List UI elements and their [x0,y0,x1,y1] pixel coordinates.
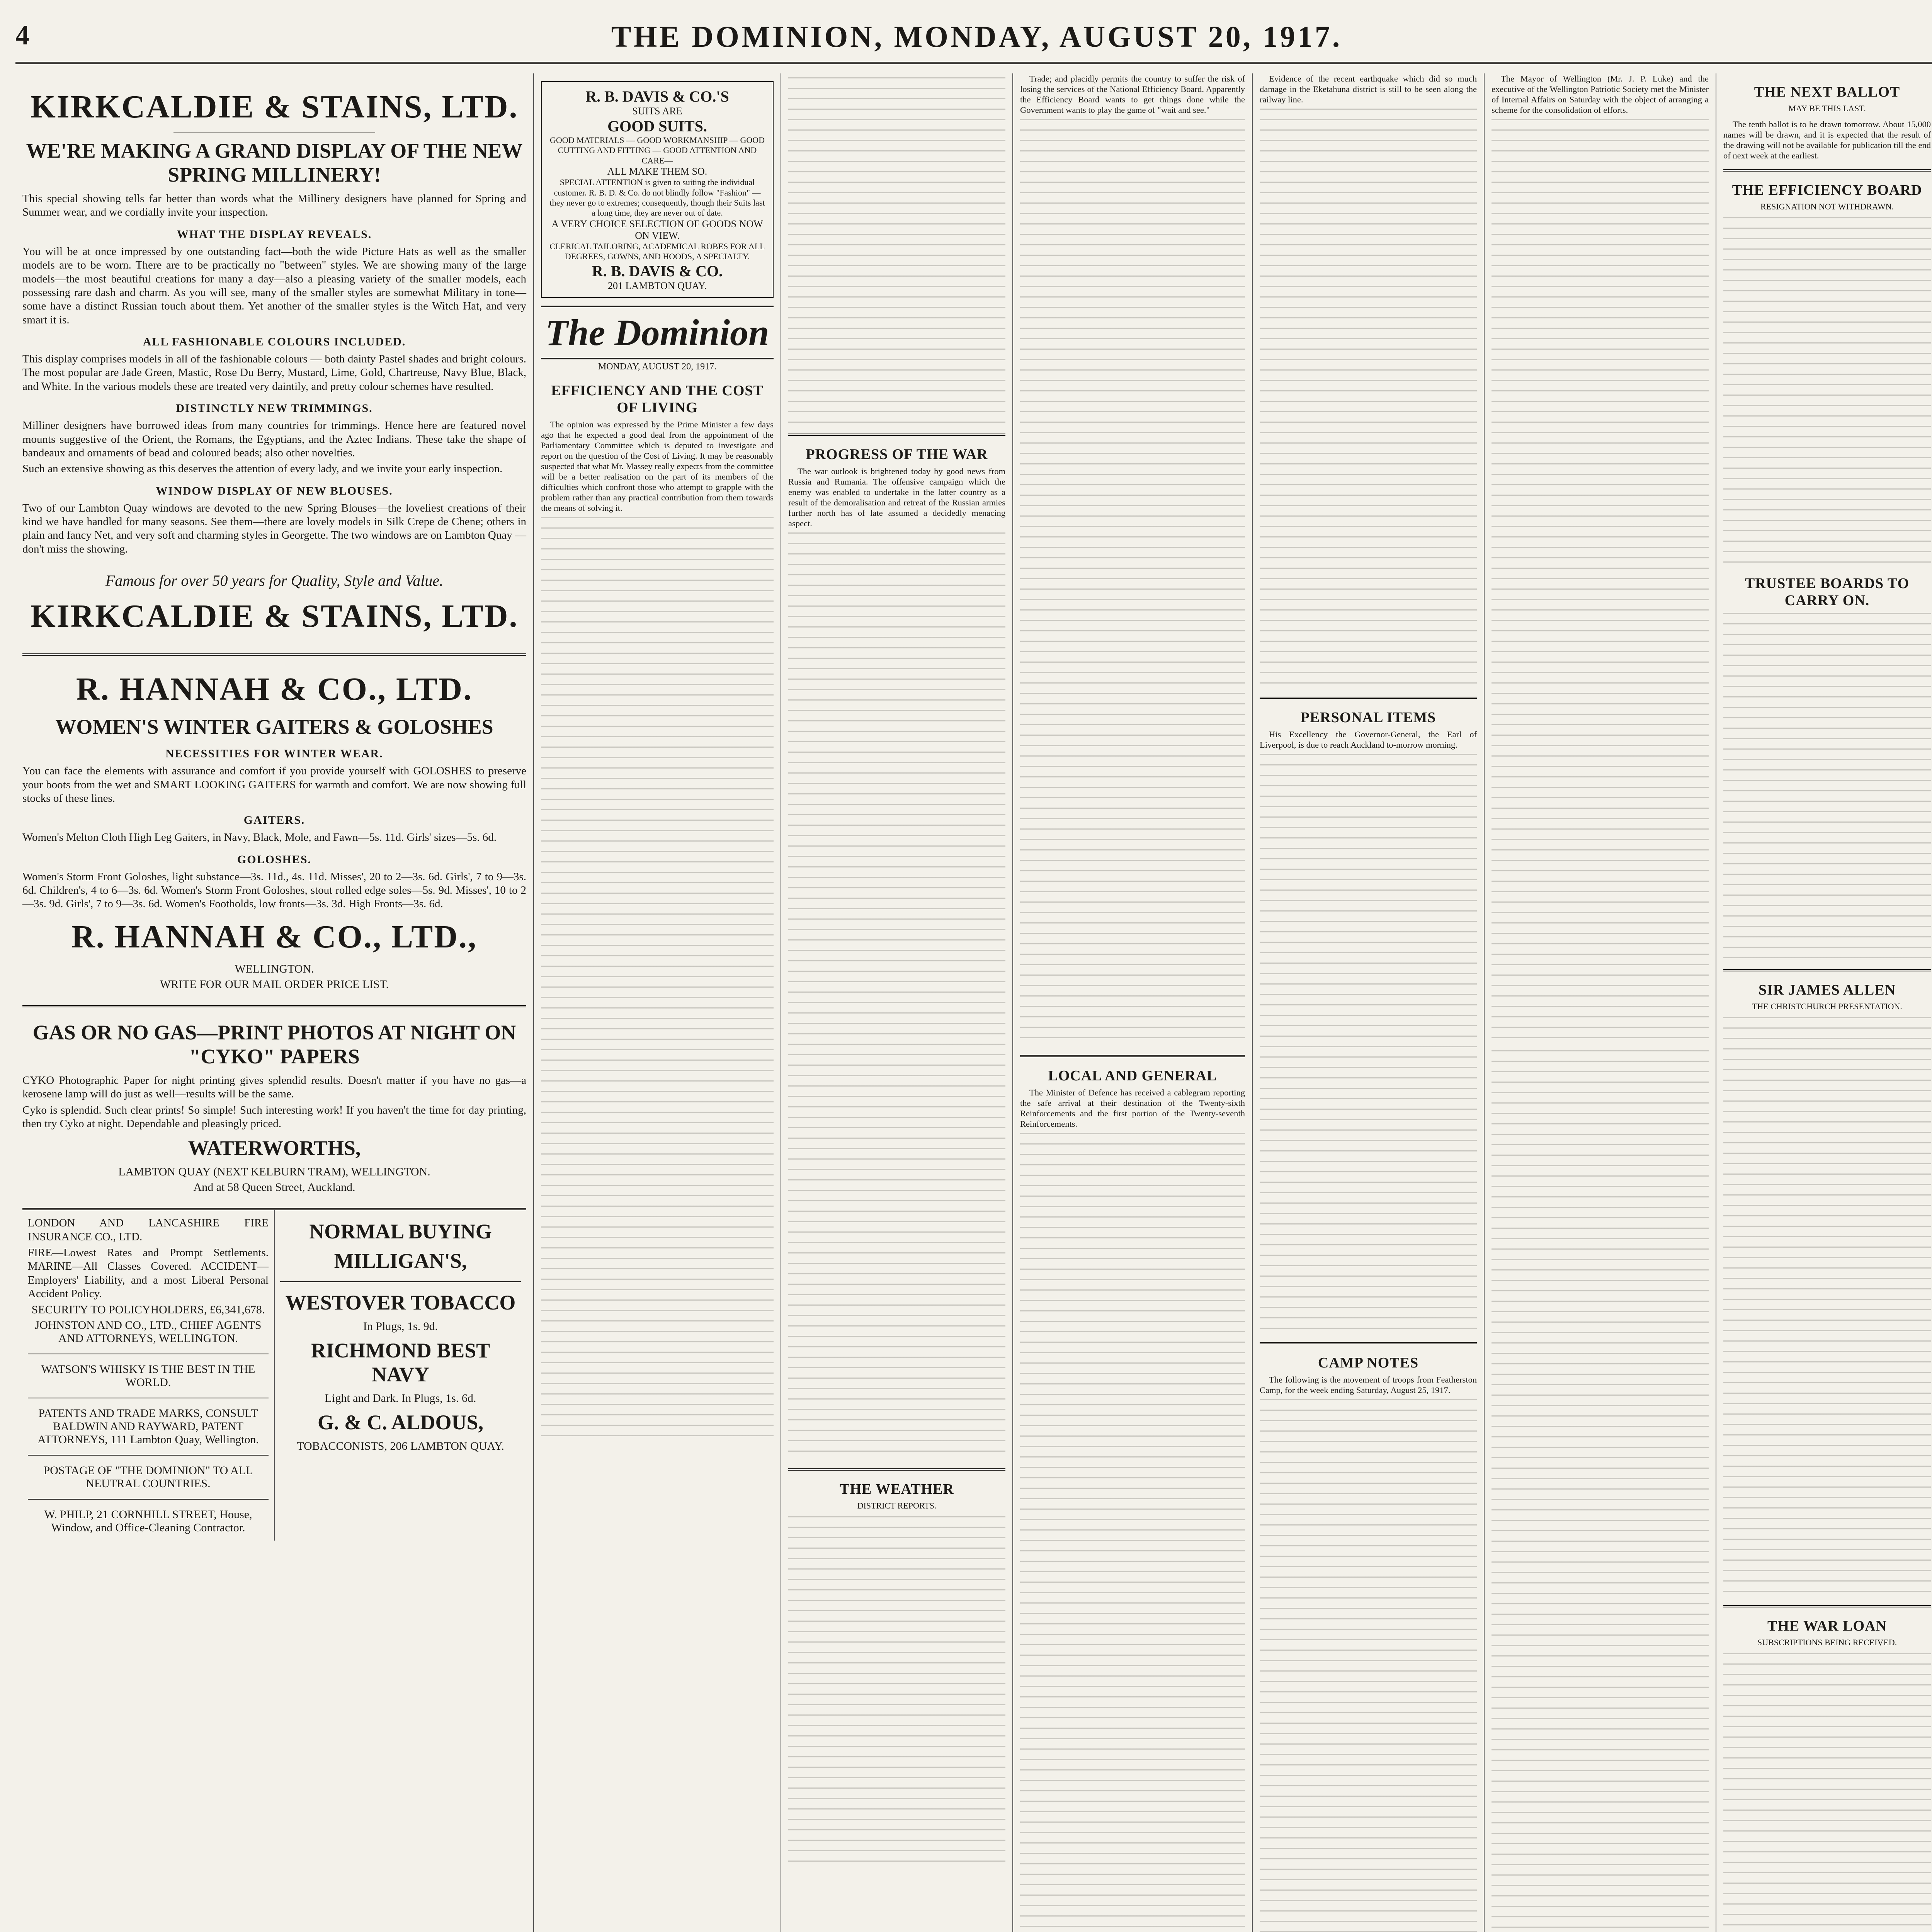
divider [28,1499,269,1500]
hannah-goloshes-head: GOLOSHES. [237,853,312,866]
kirkcaldie-paragraph-5: Two of our Lambton Quay windows are devoted to the new Spring Blouses—the loveliest creations of their kind we have handled for many seasons. See them—there are lovely models in Silk Crepe de Chene; others in plain and fancy Net, and very soft and charming styles in Georgette. The two windows are on Lambton Quay — don't miss the showing. [22,502,526,555]
divider [788,1468,1005,1471]
patents-ad: PATENTS AND TRADE MARKS, CONSULT BALDWIN AND RAYWARD, PATENT ATTORNEYS, 111 Lambton Quay, Wellington. [37,1406,259,1446]
article-body [1723,1017,1931,1597]
hannah-goloshes: Women's Storm Front Goloshes, light substance—3s. 11d., 4s. 11d. Misses', 20 to 2—3s. 6d. Girls', 7 to 9—3s. 6d. Children's, 4 to 6—3s. 6d. Women's Storm Front Goloshes, stout rolled edge soles—5s. 9d. Misses', 10 to 2—3s. 9d. Girls', 7 to 9—3s. 6d. Women's Footholds, low fronts—3s. 3d. High Fronts—3s. 6d. [22,870,526,910]
column-paragraph: Evidence of the recent earthquake which did so much damage in the Eketahuna district is still to be seen along the railway line. [1260,74,1477,104]
article-body [1020,119,1245,1046]
article-body [788,1516,1005,1864]
divider [280,1281,521,1282]
kirkcaldie-slogan: Famous for over 50 years for Quality, Style and Value. [105,572,444,590]
davis-choice: A VERY CHOICE SELECTION OF GOODS NOW ON VIEW. [551,218,763,241]
column-editorial [533,73,781,1932]
kirkcaldie-name-footer: KIRKCALDIE & STAINS, LTD. [30,598,519,634]
milligans-name: MILLIGAN'S, [334,1249,467,1273]
cyko-firm: WATERWORTHS, [188,1136,361,1160]
divider [1020,1055,1245,1057]
dominion-nameplate: The Dominion [541,306,774,359]
kirkcaldie-paragraph-4: Such an extensive showing as this deserves the attention of every lady, and we invite your early inspection. [22,463,503,475]
article-body [1723,613,1931,961]
article-body [1492,119,1709,1046]
cyko-ad [22,1007,526,1211]
cyko-text-2: Cyko is splendid. Such clear prints! So simple! Such interesting work! If you haven't the time for day printing, then try Cyko at night. Dependable and pleasingly priced. [22,1104,526,1130]
article-body [1020,1133,1245,1932]
kirkcaldie-paragraph-2: This display comprises models in all of the fashionable colours — both dainty Pastel shades and bright colours. The most popular are Jade Green, Mastic, Rose Du Berry, Mustard, Lime, Gold, Chartreuse, Navy Blue, Black, and White. In the various models these are treated very daintily, and pretty colour schemes have resulted. [22,353,526,393]
kirkcaldie-name: KIRKCALDIE & STAINS, LTD. [30,89,519,125]
richmond-name: RICHMOND BEST NAVY [311,1339,490,1386]
efficiency-headline: THE EFFICIENCY BOARD [1732,182,1922,198]
kirkcaldie-heading-1: WHAT THE DISPLAY REVEALS. [177,228,372,241]
weather-headline: THE WEATHER [840,1481,954,1497]
davis-sub: SUITS ARE [632,105,682,117]
aldous-name: G. & C. ALDOUS, [317,1411,484,1434]
column-personal [1252,73,1484,1932]
article-body [1260,754,1477,1333]
kirkcaldie-heading-4: WINDOW DISPLAY OF NEW BLOUSES. [156,484,393,497]
divider [1723,1605,1931,1607]
insurance-name: LONDON AND LANCASHIRE FIRE INSURANCE CO., LTD. [28,1217,269,1243]
ballot-sub: MAY BE THIS LAST. [1788,104,1866,113]
postage-notice: POSTAGE OF "THE DOMINION" TO ALL NEUTRAL COUNTRIES. [43,1464,253,1490]
war-headline: PROGRESS OF THE WAR [806,446,988,463]
local-paragraph: The Minister of Defence has received a cablegram reporting the safe arrival at their destination of the Twenty-sixth Reinforcements and the first portion of the Twenty-seventh Reinforcements. [1020,1088,1245,1129]
divider [1260,697,1477,699]
article-body [1260,1399,1477,1932]
loan-sub: SUBSCRIPTIONS BEING RECEIVED. [1757,1638,1897,1647]
davis-clerical: CLERICAL TAILORING, ACADEMICAL ROBES FOR ALL DEGREES, GOWNS, AND HOODS, A SPECIALTY. [549,241,765,262]
dominion-date: MONDAY, AUGUST 20, 1917. [598,361,717,372]
kirkcaldie-paragraph-1: You will be at once impressed by one outstanding fact—both the wide Picture Hats as well as the smaller models are to be worn. There are to be practically no "between" styles. We are showing many of the large models—the most beautiful creations for many a day—also a pleasing variety of the smaller models, each possessing rare dash and charm. As you will see, many of the smaller styles are somewhat Military in tone—some have a distinct Russian touch about them. Yet another of the smaller styles is the Witch Hat, and very smart it is. [22,245,526,326]
divider [788,434,1005,436]
kirkcaldie-ad [22,73,526,656]
cyko-headline: GAS OR NO GAS—PRINT PHOTOS AT NIGHT ON "CYKO" PAPERS [32,1020,516,1068]
ballot-headline: THE NEXT BALLOT [1754,84,1900,100]
richmond-price: Light and Dark. In Plugs, 1s. 6d. [325,1392,476,1405]
article-body [1723,217,1931,565]
westover-price: In Plugs, 1s. 9d. [363,1320,438,1333]
weather-sub: DISTRICT REPORTS. [857,1501,937,1510]
ballot-paragraph: The tenth ballot is to be drawn tomorrow. About 15,000 names will be drawn, and it is expected that the result of the drawing will not be available for publication till the end of next week at the earliest. [1723,119,1931,160]
cyko-also: And at 58 Queen Street, Auckland. [193,1181,355,1194]
insurance-text: FIRE—Lowest Rates and Prompt Settlements. MARINE—All Classes Covered. ACCIDENT—Employers' Liability, and a most Liberal Personal Accident Policy. [28,1247,269,1300]
hannah-sub: NECESSITIES FOR WINTER WEAR. [165,747,383,760]
divider [28,1455,269,1456]
hannah-name-footer: R. HANNAH & CO., LTD., [71,918,477,955]
hannah-gaiters: Women's Melton Cloth High Leg Gaiters, in Navy, Black, Mole, and Fawn—5s. 11d. Girls' sizes—5s. 6d. [22,831,497,844]
local-headline: LOCAL AND GENERAL [1048,1068,1217,1084]
leader-paragraph: The opinion was expressed by the Prime Minister a few days ago that he expected a good deal from the appointment of the Parliamentary Committee which is deputed to investigate and report on the question of the Cost of Living. It may be reasonably suspected that what Mr. Massey really expects from the committee will be a better realisation on the part of its members of the difficulties which confront those who attempt to grapple with the problem rather than any practical contribution from them towards the means of solving it. [541,419,774,513]
column-paragraph: The Mayor of Wellington (Mr. J. P. Luke) and the executive of the Wellington Patriotic Society met the Minister of Internal Affairs on Saturday with the object of arranging a scheme for the consolidation of efforts. [1492,74,1709,115]
cyko-text: CYKO Photographic Paper for night printing gives splendid results. Doesn't matter if you have no gas—a kerosene lamp will do just as well—results will be the same. [22,1074,526,1100]
hannah-ad [22,656,526,1007]
article-body [1492,1050,1709,1932]
westover-name: WESTOVER TOBACCO [285,1291,516,1315]
article-body [1260,109,1477,688]
masthead [15,15,1932,64]
personal-paragraph: His Excellency the Governor-General, the Earl of Liverpool, is due to reach Auckland to-morrow morning. [1260,730,1477,750]
hannah-headline: WOMEN'S WINTER GAITERS & GOLOSHES [55,715,493,739]
normal-buying-head: NORMAL BUYING [309,1220,492,1243]
hannah-gaiters-head: GAITERS. [243,814,305,827]
kirkcaldie-intro: This special showing tells far better than words what the Millinery designers have planned for Spring and Summer wear, and we cordially invite your inspection. [22,192,526,219]
divider [1723,969,1931,971]
insurance-agents: JOHNSTON AND CO., LTD., CHIEF AGENTS AND ATTORNEYS, WELLINGTON. [35,1318,262,1345]
trustee-headline: TRUSTEE BOARDS TO CARRY ON. [1745,575,1910,609]
kirkcaldie-headline: WE'RE MAKING A GRAND DISPLAY OF THE NEW SPRING MILLINERY! [26,139,523,186]
davis-special: SPECIAL ATTENTION is given to suiting the individual customer. R. B. D. & Co. do not blindly follow "Fashion" — they never go to extremes; consequently, though their Suits last a long time, they are never out of date. [549,177,765,218]
davis-address: 201 LAMBTON QUAY. [608,280,707,291]
kirkcaldie-heading-3: DISTINCTLY NEW TRIMMINGS. [176,402,373,415]
column-local [1012,73,1252,1932]
column-ads-left [15,73,533,1932]
hannah-intro: You can face the elements with assurance and comfort if you provide yourself with GOLOSHES to preserve your boots from the wet and SMART LOOKING GAITERS for warmth and comfort. We are now showing full stocks of these lines. [22,765,526,804]
war-paragraph: The war outlook is brightened today by good news from Russia and Rumania. The offensive campaign which the enemy was enabled to undertake in the latter country as a result of the demoralisation and retreat of the Russian armies further north has of late assumed a decidedly menacing aspect. [788,466,1005,528]
article-body [1723,1653,1931,1932]
column-right [1716,73,1932,1932]
camp-paragraph: The following is the movement of troops from Featherston Camp, for the week ending Saturday, August 25, 1917. [1260,1375,1477,1395]
article-body [788,532,1005,1460]
kirkcaldie-heading-2: ALL FASHIONABLE COLOURS INCLUDED. [143,335,406,348]
whisky-ad: WATSON'S WHISKY IS THE BEST IN THE WORLD. [41,1362,255,1389]
divider [1260,1342,1477,1344]
kirkcaldie-paragraph-3: Milliner designers have borrowed ideas from many countries for trimmings. Hence here are featured novel mounts suggestive of the Orient, the Romans, the Egyptians, and the Aztec Indians. These take the shape of bandeaux and ornaments of bead and coloured beads; also other novelties. [22,419,526,459]
davis-name-footer: R. B. DAVIS & CO. [592,262,723,280]
column-news [1484,73,1716,1932]
hannah-mail-order: WRITE FOR OUR MAIL ORDER PRICE LIST. [160,978,389,991]
cyko-address: LAMBTON QUAY (NEXT KELBURN TRAM), WELLINGTON. [118,1165,430,1179]
small-ads-left [22,1210,274,1540]
davis-all: ALL MAKE THEM SO. [607,166,707,177]
small-ads-right [274,1210,526,1540]
efficiency-sub: RESIGNATION NOT WITHDRAWN. [1760,202,1894,211]
davis-name: R. B. DAVIS & CO.'S [585,88,729,105]
masthead-title: THE DOMINION, MONDAY, AUGUST 20, 1917. [611,20,1342,53]
page-number: 4 [15,20,29,51]
article-body [788,77,1005,425]
loan-headline: THE WAR LOAN [1767,1618,1887,1634]
small-ads-block [22,1210,526,1540]
davis-big: GOOD SUITS. [607,117,707,135]
philp-ad: W. PHILP, 21 CORNHILL STREET, House, Window, and Office-Cleaning Contractor. [44,1508,252,1534]
column-paragraph: Trade; and placidly permits the country to suffer the risk of losing the services of the National Efficiency Board. Apparently the Efficiency Board wants to get things done while the Government wants to play the game of "wait and see." [1020,74,1245,115]
insurance-security: SECURITY TO POLICYHOLDERS, £6,341,678. [31,1303,265,1316]
article-body [541,517,774,1444]
hannah-city: WELLINGTON. [235,962,314,975]
davis-tagline: GOOD MATERIALS — GOOD WORKMANSHIP — GOOD CUTTING AND FITTING — GOOD ATTENTION AND CARE— [549,135,765,165]
divider [1723,169,1931,172]
camp-headline: CAMP NOTES [1318,1355,1419,1371]
column-war [781,73,1012,1932]
leader-headline: EFFICIENCY AND THE COST OF LIVING [551,382,764,416]
hannah-name: R. HANNAH & CO., LTD. [76,671,473,707]
davis-ad [541,81,774,298]
allen-sub: THE CHRISTCHURCH PRESENTATION. [1752,1002,1902,1011]
aldous-sub: TOBACCONISTS, 206 LAMBTON QUAY. [297,1440,504,1453]
allen-headline: SIR JAMES ALLEN [1759,982,1896,998]
personal-headline: PERSONAL ITEMS [1300,709,1436,726]
